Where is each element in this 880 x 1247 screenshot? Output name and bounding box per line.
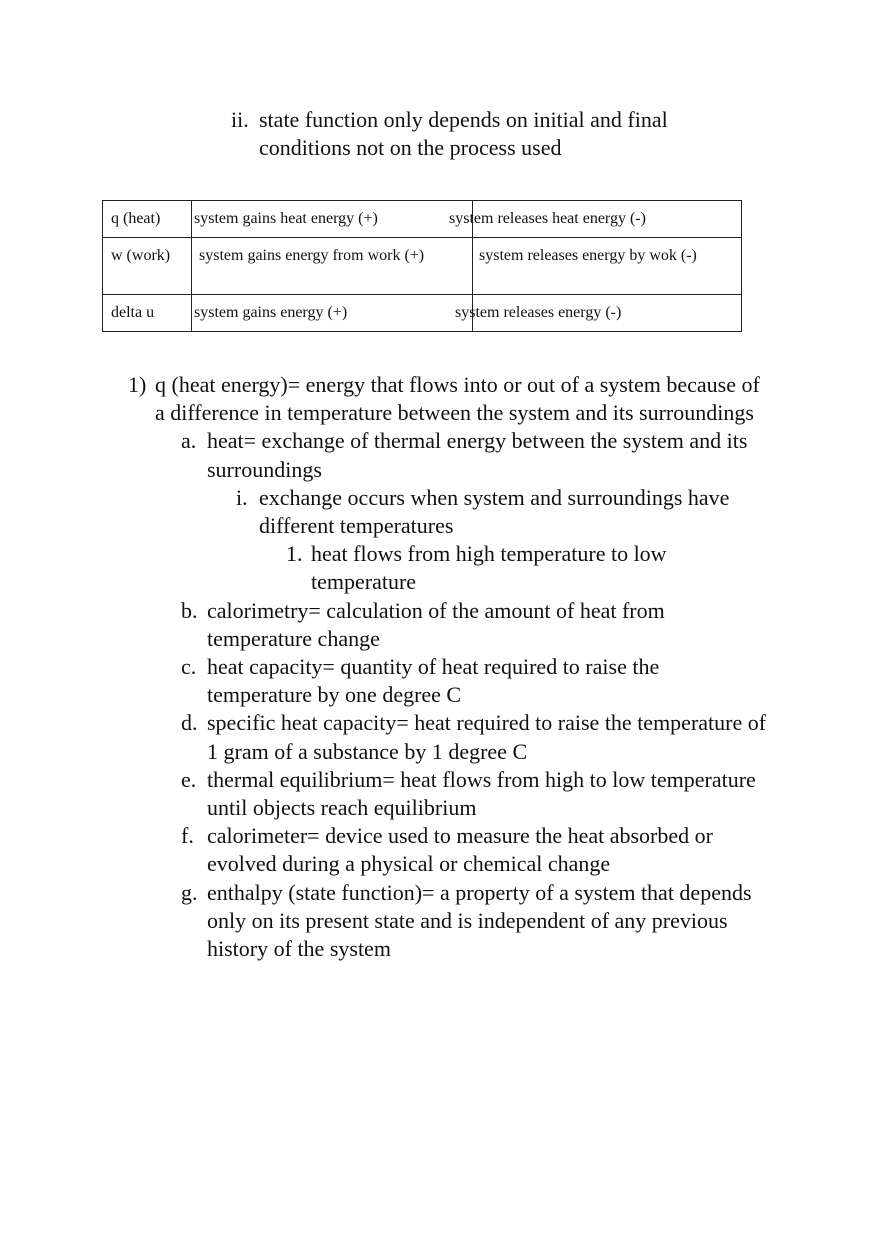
list-item [128, 371, 768, 427]
release-cell [449, 201, 742, 238]
list-item [128, 484, 768, 540]
release-cell [455, 295, 742, 332]
item-text: heat flows from high temperature to low temperature [311, 541, 667, 595]
row-label: w (work) [111, 247, 171, 264]
item-marker: e. [181, 766, 197, 792]
list-item [128, 540, 768, 596]
row-label-cell [103, 295, 192, 332]
sign-convention-table [102, 200, 742, 332]
notes-outline [128, 371, 768, 963]
item-marker: g. [181, 879, 198, 905]
gain-text: system gains heat energy (+) [194, 210, 378, 227]
item-marker: 1) [128, 372, 147, 397]
release-cell [473, 238, 742, 295]
item-marker: a. [181, 428, 197, 454]
item-marker: c. [181, 654, 197, 680]
list-item [128, 427, 768, 483]
gain-text: system gains energy from work (+) [199, 247, 425, 264]
item-marker: b. [181, 597, 198, 623]
item-text: specific heat capacity= heat required to raise the temperature of 1 gram of a substance by 1 degree C [207, 710, 767, 764]
list-item [128, 709, 768, 765]
row-label: q (heat) [111, 210, 161, 227]
item-marker: d. [181, 710, 198, 736]
item-text: heat capacity= quantity of heat required to raise the temperature by one degree C [207, 654, 660, 708]
item-text: exchange occurs when system and surroundings have different temperatures [259, 484, 730, 539]
item-text: calorimetry= calculation of the amount of heat from temperature change [207, 597, 665, 651]
item-marker: ii. [231, 107, 249, 132]
state-function-item [231, 106, 731, 162]
item-text: state function only depends on initial and final conditions not on the process used [259, 107, 668, 160]
item-text: q (heat energy)= energy that flows into or out of a system because of a difference in temperature between the system and its surroundings [155, 372, 760, 426]
item-text: calorimeter= device used to measure the heat absorbed or evolved during a physical or chemical change [207, 823, 713, 877]
list-item [128, 653, 768, 709]
gain-cell [192, 201, 473, 238]
item-marker: 1. [286, 541, 303, 567]
table-row-heat [103, 201, 742, 238]
list-item [128, 879, 768, 964]
table-row-delta-u [103, 295, 742, 332]
list-item [128, 597, 768, 653]
item-text: enthalpy (state function)= a property of a system that depends only on its present state and is independent of any previous history of the system [207, 879, 752, 962]
list-item [128, 822, 768, 878]
gain-cell [192, 295, 473, 332]
release-text: system releases energy (-) [455, 304, 622, 321]
row-label: delta u [111, 304, 155, 321]
table-row-work [103, 238, 742, 295]
release-text: system releases heat energy (-) [449, 210, 646, 227]
row-label-cell [103, 238, 192, 295]
gain-text: system gains energy (+) [194, 304, 348, 321]
gain-cell [192, 238, 473, 295]
item-text: thermal equilibrium= heat flows from high to low temperature until objects reach equilibrium [207, 766, 756, 821]
item-text: heat= exchange of thermal energy between the system and its surroundings [207, 428, 748, 482]
row-label-cell [103, 201, 192, 238]
item-marker: i. [236, 484, 248, 510]
release-text: system releases energy by wok (-) [479, 247, 697, 264]
item-marker: f. [181, 823, 194, 849]
list-item [128, 766, 768, 822]
